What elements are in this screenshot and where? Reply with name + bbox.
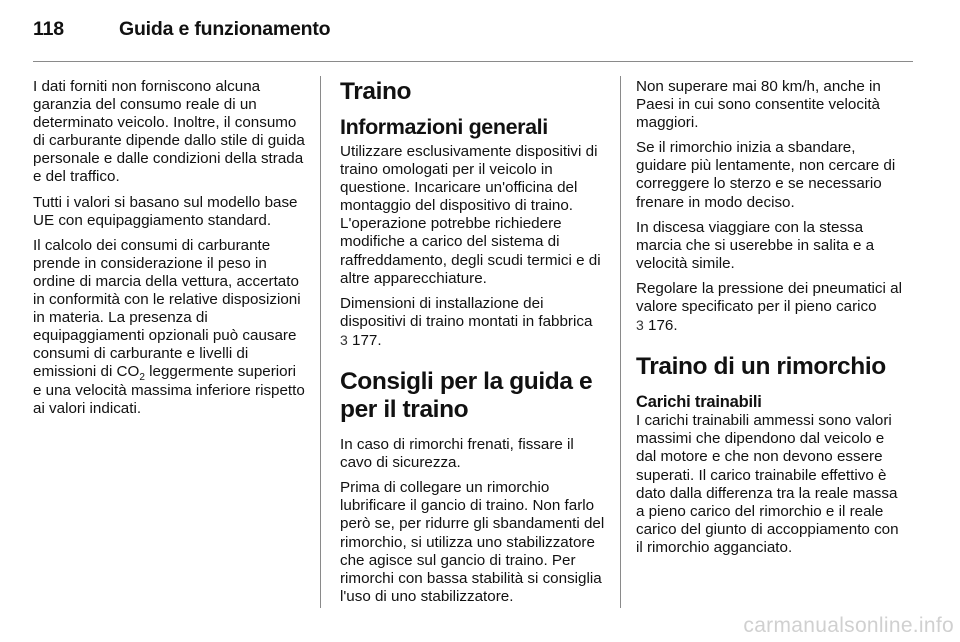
page-reference-number: 176. — [648, 317, 678, 335]
page-reference-number: 177. — [352, 331, 382, 349]
paragraph-installation-dimensions-text: Dimensioni di installazione dei dispositivi di traino montati in fabbrica — [340, 294, 593, 330]
paragraph-tyre-pressure-text: Regolare la pressione dei pneumatici al valore specificato per il pieno carico — [636, 279, 902, 316]
heading-informazioni-generali: Informazioni generali — [340, 115, 548, 139]
heading-traino: Traino — [340, 78, 412, 105]
page-reference-link[interactable] — [340, 332, 382, 349]
paragraph-eu-model: Tutti i valori si basano sul modello base UE con equipaggiamento standard. — [33, 193, 298, 229]
page-number: 118 — [33, 18, 64, 40]
paragraph-fuel-calculation-rest: leggermente superiori e una velocità massima inferiore rispetto ai valori indicati. — [33, 363, 305, 417]
heading-traino-rimorchio: Traino di un rimorchio — [636, 353, 886, 381]
paragraph-safety-cable: In caso di rimorchi frenati, fissare il cavo di sicurezza. — [340, 436, 574, 472]
paragraph-fuel-calculation-text: Il calcolo dei consumi di carburante prende in considerazione il peso in ordine di marcia della vettura, accertato in conformità con le relative disposizioni in materia. La presenza di equipaggiamenti opzionali può causare consumi di carburante e livelli di emissioni di CO — [33, 236, 301, 381]
page-reference-link[interactable] — [636, 317, 678, 334]
section-title: Guida e funzionamento — [119, 18, 331, 40]
paragraph-lubrication: Prima di collegare un rimorchio lubrificare il gancio di traino. Non farlo però se, per ridurre gli sbandamenti del rimorchio, si utilizza uno stabilizzatore che agisce sul gancio di traino. Per rimorchi con bassa stabilità si consiglia l'uso di uno stabilizzatore. — [340, 479, 605, 605]
co2-subscript: 2 — [139, 372, 145, 384]
column-1 — [33, 78, 305, 425]
paragraph-speed-limit: Non superare mai 80 km/h, anche in Paesi in cui sono consentite velocità maggiori. — [636, 78, 881, 132]
column-3 — [636, 78, 904, 564]
reference-arrow-icon: 3 — [636, 317, 644, 334]
reference-arrow-icon: 3 — [340, 331, 348, 348]
paragraph-installation-dimensions — [340, 295, 606, 350]
paragraph-swaying: Se il rimorchio inizia a sbandare, guidare più lentamente, non cercare di correggere lo sterzo e se necessario frenare in modo deciso. — [636, 139, 896, 211]
watermark: carmanualsonline.info — [743, 614, 954, 637]
header-rule — [33, 61, 913, 62]
paragraph-fuel-data: I dati forniti non forniscono alcuna garanzia del consumo reale di un determinato veicolo. Inoltre, il consumo di carburante dipende dallo stile di guida personale e dalle condizioni della strada e del traffico. — [33, 78, 305, 186]
column-divider-1 — [320, 76, 321, 608]
page-header — [33, 18, 913, 41]
column-divider-2 — [620, 76, 621, 608]
paragraph-towing-loads: I carichi trainabili ammessi sono valori massimi che dipendono dal veicolo e dal motore e che non devono essere superati. Il carico trainabile effettivo è dato dalla differenza tra la reale massa a pieno carico del rimorchio e il reale carico del giunto di accoppiamento con il rimorchio agganciato. — [636, 412, 899, 556]
column-2 — [340, 78, 606, 613]
paragraph-towing-devices: Utilizzare esclusivamente dispositivi di traino omologati per il veicolo in questione. Incaricare un'officina del montaggio del dispositivo di traino. L'operazione potrebbe richiedere modifiche a carico del sistema di raffreddamento, degli scudi termici e di altre apparecchiature. — [340, 143, 601, 287]
paragraph-tyre-pressure — [636, 280, 904, 335]
heading-carichi-trainabili: Carichi trainabili — [636, 393, 762, 412]
heading-consigli: Consigli per la guida e per il traino — [340, 368, 593, 424]
paragraph-downhill: In discesa viaggiare con la stessa marcia che si userebbe in salita e a velocità simile. — [636, 218, 875, 272]
paragraph-fuel-calculation — [33, 237, 305, 418]
